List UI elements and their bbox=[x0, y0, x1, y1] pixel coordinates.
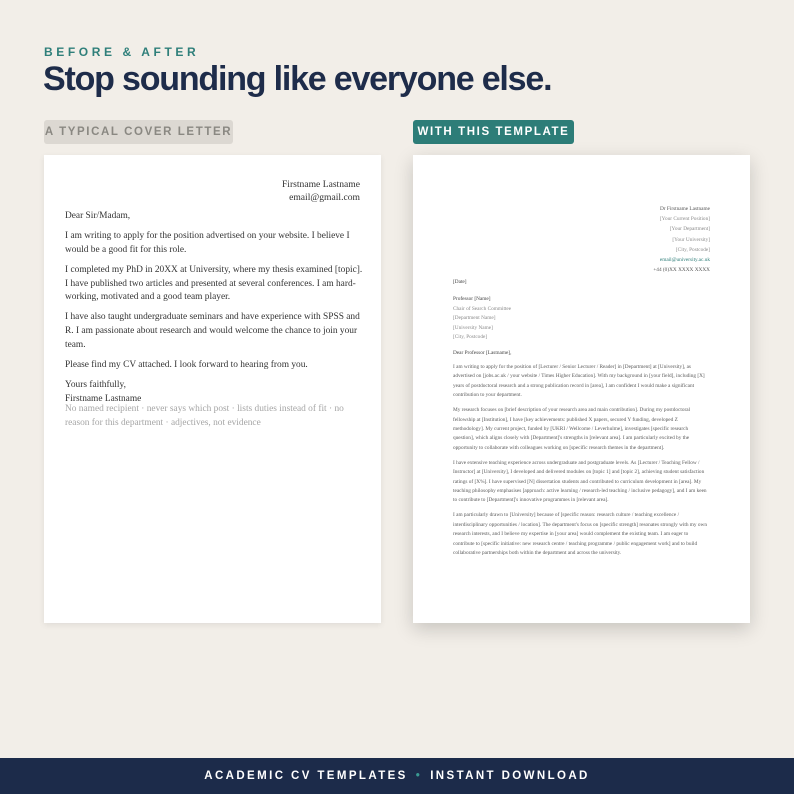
footer-separator-dot: • bbox=[415, 770, 423, 782]
before-sender-name: Firstname Lastname bbox=[281, 179, 360, 190]
before-critique-note: No named recipient · never says which post · lists duties instead of fit · no reason for this department · adjectives, not evidence bbox=[65, 404, 344, 428]
after-sender-email: email@university.ac.uk bbox=[659, 257, 710, 264]
after-paragraph: I am writing to apply for the position of [Lecturer / Senior Lecturer / Reader] in [Department] at [University], as advertised on [jobs.ac.uk / your website / Times Higher Education]. With my background in [your field], including [X] years of postdoctoral research and a strong publication record in [area], I am confident I would make a significant contribution to your department. bbox=[453, 364, 705, 399]
before-letter-card bbox=[44, 155, 381, 623]
before-salutation: Dear Sir/Madam, bbox=[65, 211, 131, 221]
after-sender-department: [Your Department] bbox=[669, 226, 710, 233]
before-label-pill: A TYPICAL COVER LETTER bbox=[44, 120, 233, 144]
after-recipient-city: [City, Postcode] bbox=[453, 334, 488, 341]
before-paragraph: Please find my CV attached. I look forward to hearing from you. bbox=[65, 359, 308, 370]
after-recipient-department: [Department Name] bbox=[453, 315, 496, 322]
before-paragraph: I am writing to apply for the position advertised on your website. I believe I would be a good fit for this role. bbox=[65, 231, 350, 255]
before-letter-body bbox=[65, 210, 365, 406]
before-sender-email: email@gmail.com bbox=[289, 192, 360, 203]
after-recipient-name: Professor [Name] bbox=[453, 296, 491, 302]
before-signature: Firstname Lastname bbox=[65, 393, 142, 404]
after-letter-card bbox=[413, 155, 750, 623]
after-sender-phone: +44 (0)XX XXXX XXXX bbox=[653, 267, 710, 274]
eyebrow-label: BEFORE & AFTER bbox=[44, 45, 200, 59]
page-headline: Stop sounding like everyone else. bbox=[43, 60, 552, 98]
after-sender-position: [Your Current Position] bbox=[659, 216, 710, 223]
after-letter-body bbox=[453, 363, 709, 564]
after-sender-university: [Your University] bbox=[672, 236, 710, 243]
after-recipient-block bbox=[453, 295, 709, 343]
footer-right-text: INSTANT DOWNLOAD bbox=[430, 770, 590, 782]
before-paragraph: I have also taught undergraduate seminars and have experience with SPSS and R. I am passionate about research and would welcome the chance to join your team. bbox=[65, 312, 360, 350]
footer-left-text: ACADEMIC CV TEMPLATES bbox=[204, 770, 408, 782]
after-salutation: Dear Professor [Lastname], bbox=[453, 350, 512, 356]
after-sender-name: Dr Firstname Lastname bbox=[659, 206, 710, 212]
after-recipient-university: [University Name] bbox=[453, 324, 493, 331]
after-paragraph: I have extensive teaching experience across undergraduate and postgraduate levels. As [Lecturer / Teaching Fellow / Instructor] at [University], I developed and delivered modules on [topic 1] and [topic 2], achieving student satisfaction ratings of [X%]. I have supervised [N] dissertation students and contributed to curriculum development in [area]. My teaching philosophy emphasises [approach: active learning / research-led teaching / inclusive pedagogy], and I am keen to contribute to [Department]'s innovative programmes in [relevant area]. bbox=[453, 459, 707, 504]
after-paragraph: I am particularly drawn to [University] because of [specific reason: research culture / teaching excellence / interdisciplinary opportunities / location]. The department's focus on [specific strength] resonates strongly with my own research interests, and I believe my expertise in [your area] would complement the existing team. I am eager to contribute to [specific initiative: new research centre / teaching programme / public engagement work] and to build collaborative partnerships both within the department and across the university. bbox=[453, 512, 708, 557]
before-sender-block bbox=[282, 178, 360, 204]
after-sender-block bbox=[653, 204, 710, 275]
after-paragraph: My research focuses on [brief description of your research area and main contribution]. During my postdoctoral fellowship at [Institution], I have [key achievements: published X papers, secured Y funding, developed Z methodology]. My current project, funded by [UKRI / Wellcome / Leverhulme], investigates [specific research question], which aligns closely with [Department]'s strengths in [relevant area]. I am particularly excited by the opportunity to collaborate with colleagues working on [specific research themes in the department]. bbox=[453, 407, 691, 451]
before-closing: Yours faithfully, bbox=[65, 379, 126, 390]
after-label-pill: WITH THIS TEMPLATE bbox=[413, 120, 574, 144]
after-recipient-role: Chair of Search Committee bbox=[453, 305, 512, 312]
footer-banner bbox=[0, 758, 794, 794]
before-paragraph: I completed my PhD in 20XX at University, where my thesis examined [topic]. I have published two articles and presented at several conferences. I am hard-working, motivated and a good team player. bbox=[65, 264, 363, 303]
after-date: [Date] bbox=[453, 279, 467, 285]
after-sender-city: [City, Postcode] bbox=[675, 246, 710, 253]
